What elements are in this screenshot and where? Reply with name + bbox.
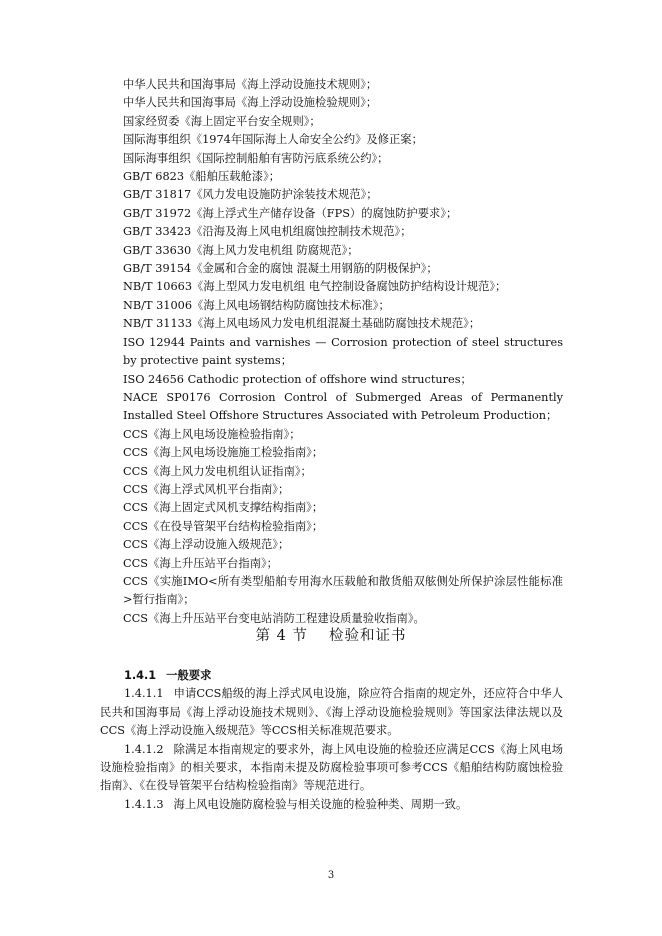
reference-item: CCS《海上浮动设施入级规范》； (123, 538, 290, 552)
clause-number: 1.4.1 (124, 669, 157, 682)
reference-item: NB/T 31133《海上风电场风力发电机组混凝土基础防腐蚀技术规范》； (123, 317, 481, 331)
reference-item: CCS《在役导管架平台结构检验指南》； (123, 519, 324, 533)
reference-item: ISO 12944 Paints and varnishes — Corrosion protection of steel structures by protective paint systems； (123, 335, 563, 368)
clause-number: 1.4.1.3 (124, 797, 164, 811)
reference-item: GB/T 31817《风力发电设施防护涂装技术规范》； (123, 188, 378, 202)
page-number: 3 (327, 870, 335, 881)
subsection-heading (100, 667, 563, 685)
clause-paragraph (100, 685, 563, 740)
reference-item: CCS《海上固定式风机支撑结构指南》； (123, 501, 324, 515)
reference-item: 国际海事组织《1974年国际海上人命安全公约》及修正案； (123, 133, 423, 147)
reference-item: CCS《海上风力发电机组认证指南》； (123, 464, 312, 478)
clause-number: 1.4.1.2 (124, 742, 164, 756)
reference-item: NB/T 10663《海上型风力发电机组 电气控制设备腐蚀防护结构设计规范》； (123, 280, 507, 294)
reference-item: CCS《海上风电场设施施工检验指南》； (123, 446, 324, 460)
clause-text: 海上风电设施防腐检验与相关设施的检验种类、周期一致。 (173, 797, 468, 811)
reference-item: GB/T 6823《船舶压载舱漆》； (123, 170, 281, 184)
reference-item: NACE SP0176 Corrosion Control of Submerged Areas of Permanently Installed Steel Offshore Structures Associated with Petroleum Production； (123, 390, 563, 423)
reference-item: 国家经贸委《海上固定平台安全规则》； (123, 114, 321, 128)
reference-item: CCS《实施IMO<所有类型船舶专用海水压载舱和散货船双舷侧处所保护涂层性能标准>暂行指南》； (123, 574, 563, 607)
reference-item: GB/T 31972《海上浮式生产储存设备（FPS）的腐蚀防护要求》； (123, 206, 458, 220)
section-body (100, 667, 563, 814)
reference-list (123, 76, 563, 628)
reference-item: CCS《海上升压站平台指南》； (123, 556, 278, 570)
reference-item: ISO 24656 Cathodic protection of offshore wind structures； (123, 372, 472, 386)
section-title: 第 4 节 检验和证书 (255, 628, 407, 644)
reference-item: 中华人民共和国海事局《海上浮动设施检验规则》； (123, 96, 378, 110)
clause-paragraph (100, 741, 563, 796)
reference-item: 中华人民共和国海事局《海上浮动设施技术规则》； (123, 78, 378, 91)
reference-item: GB/T 33423《沿海及海上风电机组腐蚀控制技术规范》； (123, 225, 412, 239)
reference-item: CCS《海上浮式风机平台指南》； (123, 482, 290, 496)
reference-item: NB/T 31006《海上风电场钢结构防腐蚀技术标准》； (123, 298, 390, 312)
clause-text: 一般要求 (166, 669, 212, 682)
clause-number: 1.4.1.1 (124, 687, 164, 701)
reference-item: GB/T 39154《金属和合金的腐蚀 混凝土用钢筋的阴极保护》； (123, 262, 438, 276)
clause-text: 除满足本指南规定的要求外，海上风电设施的检验还应满足CCS《海上风电场设施检验指南》的相关要求，本指南未提及防腐检验事项可参考CCS《船舶结构防腐蚀检验指南》、《在役导管架平台结构检验指南》等规范进行。 (100, 742, 563, 793)
clause-paragraph (100, 796, 563, 814)
reference-item: CCS《海上风电场设施检验指南》； (123, 427, 301, 441)
clause-text: 申请CCS船级的海上浮式风电设施，除应符合指南的规定外，还应符合中华人民共和国海事局《海上浮动设施技术规则》、《海上浮动设施检验规则》等国家法律法规以及CCS《海上浮动设施入级规范》等CCS相关标准规范要求。 (100, 687, 563, 738)
reference-item: GB/T 33630《海上风力发电机组 防腐规范》； (123, 243, 359, 257)
reference-item: CCS《海上升压站平台变电站消防工程建设质量验收指南》。 (123, 611, 425, 625)
reference-item: 国际海事组织《国际控制船舶有害防污底系统公约》； (123, 151, 389, 165)
